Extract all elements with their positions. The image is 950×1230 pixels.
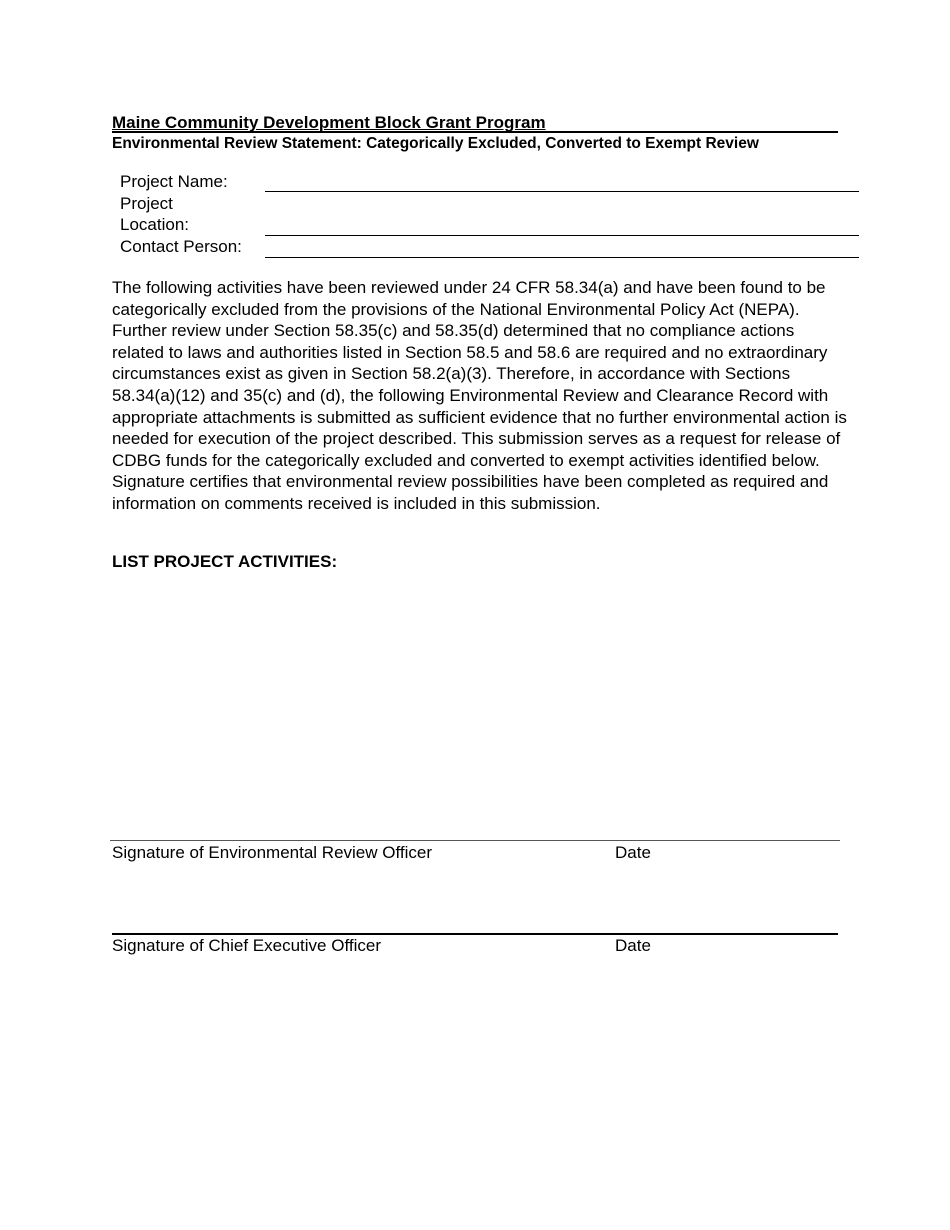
document-subtitle: Environmental Review Statement: Categorically Excluded, Converted to Exempt Review xyxy=(112,135,759,152)
title-underline xyxy=(112,131,838,133)
project-location-label-line2: Location: xyxy=(120,215,189,234)
ero-signature-label: Signature of Environmental Review Officer xyxy=(112,843,433,862)
ero-date-label: Date xyxy=(615,843,651,862)
project-name-label: Project Name: xyxy=(120,172,228,191)
contact-person-label: Contact Person: xyxy=(120,237,242,256)
activities-area[interactable] xyxy=(112,580,838,830)
project-name-field[interactable] xyxy=(265,191,859,192)
document-title: Maine Community Development Block Grant Program xyxy=(112,113,546,132)
project-location-field[interactable] xyxy=(265,235,859,236)
activities-heading: LIST PROJECT ACTIVITIES: xyxy=(112,552,338,571)
review-statement-paragraph: The following activities have been reviewed under 24 CFR 58.34(a) and have been found to be categorically excluded from the provisions of the National Environmental Policy Act (NEPA). Further review under Section 58.35(c) and 58.35(d) determined that no compliance actions related to laws and authorities listed in Section 58.5 and 58.6 are required and no extraordinary circumstances exist as given in Section 58.2(a)(3). Therefore, in accordance with Sections 58.34(a)(12) and 35(c) and (d), the following Environmental Review and Clearance Record with appropriate attachments is submitted as sufficient evidence that no further environmental action is needed for execution of the project described. This submission serves as a request for release of CDBG funds for the categorically excluded and converted to exempt activities identified below. Signature certifies that environmental review possibilities have been completed as required and information on comments received is included in this submission. xyxy=(112,278,847,513)
contact-person-field[interactable] xyxy=(265,257,859,258)
ceo-signature-label: Signature of Chief Executive Officer xyxy=(112,936,381,955)
ceo-signature-line[interactable] xyxy=(112,933,838,935)
project-location-label-line1: Project xyxy=(120,194,173,213)
ero-signature-line[interactable] xyxy=(110,840,840,841)
ceo-date-label: Date xyxy=(615,936,651,955)
